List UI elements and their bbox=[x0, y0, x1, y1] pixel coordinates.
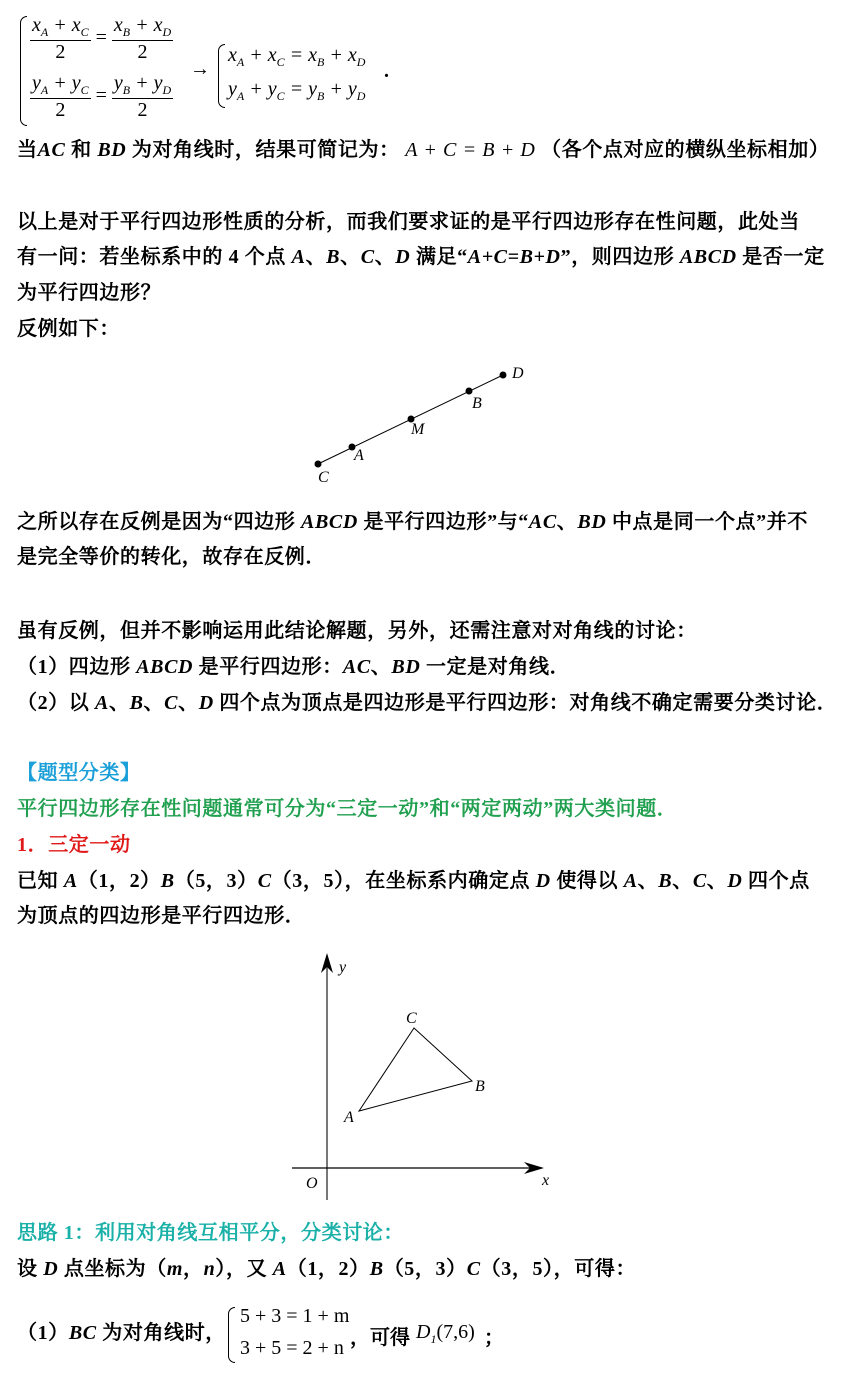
period: . bbox=[384, 60, 389, 82]
text-line bbox=[17, 904, 305, 928]
arrow: → bbox=[190, 58, 210, 80]
text-line bbox=[17, 1221, 404, 1245]
text-segment: （5，3） bbox=[383, 1258, 467, 1280]
math-symbol: BD bbox=[97, 139, 127, 161]
label-d: D bbox=[512, 365, 524, 382]
text-segment: 点坐标为（ bbox=[58, 1258, 167, 1280]
text-segment: （3，5），可得： bbox=[480, 1258, 637, 1280]
text-segment: 是完全等价的转化，故存在反例． bbox=[17, 546, 326, 568]
text-segment: 一定是对角线． bbox=[420, 656, 571, 678]
point-c bbox=[315, 461, 322, 468]
text-line bbox=[17, 210, 800, 234]
text-segment: （各个点对应的横纵坐标相加） bbox=[541, 139, 830, 161]
text-line bbox=[17, 281, 161, 305]
text-segment: 有一问：若坐标系中的 4 个点 bbox=[17, 246, 292, 268]
math-symbol: ABCD bbox=[679, 246, 737, 268]
text-line bbox=[17, 833, 131, 857]
text-line bbox=[17, 655, 570, 679]
math-symbol: C bbox=[692, 870, 707, 892]
text-segment: 是否一定 bbox=[736, 246, 825, 268]
text-segment: 是平行四边形”与“ bbox=[357, 511, 529, 533]
text-segment: 以上是对于平行四边形性质的分析，而我们要求证的是平行四边形存在性问题，此处当 bbox=[17, 211, 800, 233]
text-segment: 、 bbox=[143, 692, 165, 714]
frac-num: $y_A + y_C$ bbox=[32, 72, 89, 97]
math-symbol: ABCD bbox=[301, 511, 358, 533]
text-line bbox=[17, 245, 825, 269]
text-segment: 使得以 bbox=[550, 870, 624, 892]
math-symbol: m bbox=[166, 1258, 184, 1280]
text-line bbox=[17, 545, 326, 569]
text-segment: 为顶点的四边形是平行四边形． bbox=[17, 905, 306, 927]
text-segment: 平行四边形存在性问题通常可分为“三定一动”和“两定两动”两大类问题． bbox=[17, 798, 678, 820]
math-symbol: D bbox=[535, 870, 551, 892]
text-segment: 、 bbox=[108, 692, 130, 714]
text-segment: 为对角线时，结果可简记为： bbox=[126, 139, 400, 161]
math-symbol: B bbox=[326, 246, 341, 268]
math-symbol: C bbox=[257, 870, 272, 892]
case1-system bbox=[228, 1303, 528, 1363]
point-d bbox=[500, 372, 507, 379]
frac-num: $x_B + x_D$ bbox=[113, 14, 172, 39]
math-symbol: BC bbox=[68, 1322, 97, 1344]
label-a: A bbox=[354, 447, 364, 464]
right-brace bbox=[218, 44, 225, 108]
text-line bbox=[17, 510, 808, 534]
result-x: $x_A + x_C = x_B + x_D$ bbox=[228, 44, 366, 69]
label-m: M bbox=[411, 421, 425, 438]
midpoint-formula: $\frac{x_A + x_C}{2}$ = $\frac{x_B + x_D}{2}$ $\frac{y_A + y_C}{2}$ = $\frac{y_B + y_D}{2}$ → $x_A + x_C = x_B + x_D$ $y_A + y_C = y_B + y_D$ . bbox=[18, 14, 418, 129]
result-y: $y_A + y_C = y_B + y_D$ bbox=[228, 78, 366, 103]
text-segment: （1） bbox=[17, 1322, 69, 1344]
left-brace bbox=[20, 16, 27, 126]
text-segment: ， bbox=[183, 1258, 204, 1280]
math-symbol: A bbox=[95, 692, 109, 714]
text-segment: ”，则四边形 bbox=[560, 246, 680, 268]
text-segment: 和 bbox=[65, 139, 98, 161]
text-segment: 、 bbox=[706, 870, 728, 892]
text-segment: 是平行四边形： bbox=[193, 656, 343, 678]
frac-den: 2 bbox=[55, 41, 66, 63]
math-symbol: A + C = B + D bbox=[399, 139, 542, 161]
text-segment: （5，3） bbox=[174, 870, 258, 892]
math-symbol: C bbox=[360, 246, 375, 268]
text-segment: 已知 bbox=[17, 870, 64, 892]
counterexample-line-diagram bbox=[290, 355, 540, 490]
text-segment: 、 bbox=[637, 870, 659, 892]
math-symbol: B bbox=[129, 692, 144, 714]
frac-num: $y_B + y_D$ bbox=[113, 72, 172, 97]
math-symbol: D bbox=[727, 870, 743, 892]
math-symbol: ABCD bbox=[136, 656, 194, 678]
eq1: 5 + 3 = 1 + m bbox=[240, 1305, 350, 1327]
text-line bbox=[17, 869, 810, 893]
frac-den: 2 bbox=[55, 99, 66, 121]
text-segment: 满足“ bbox=[410, 246, 468, 268]
text-segment: 为平行四边形？ bbox=[17, 282, 162, 304]
text-segment: 反例如下： bbox=[17, 318, 120, 340]
math-symbol: C bbox=[164, 692, 179, 714]
text-segment: （3，5），在坐标系内确定点 bbox=[271, 870, 536, 892]
text-segment: 四个点 bbox=[742, 870, 810, 892]
text-segment: 设 bbox=[17, 1258, 44, 1280]
text-segment: 、 bbox=[370, 656, 392, 678]
text-segment: 、 bbox=[340, 246, 361, 268]
text-segment: 、 bbox=[374, 246, 396, 268]
math-symbol: A+C=B+D bbox=[467, 246, 561, 268]
brace bbox=[228, 1307, 235, 1363]
text-segment: 1．三定一动 bbox=[17, 834, 131, 856]
label-a: A bbox=[344, 1109, 354, 1126]
label-o: O bbox=[306, 1175, 318, 1192]
label-c: C bbox=[318, 469, 329, 486]
text-segment: 、 bbox=[305, 246, 327, 268]
text-segment: ），又 bbox=[215, 1258, 273, 1280]
text-segment: 四个点为顶点是四边形是平行四边形：对角线不确定需要分类讨论． bbox=[213, 692, 838, 714]
text-segment: （1，2） bbox=[286, 1258, 370, 1280]
text-segment: （1）四边形 bbox=[17, 656, 137, 678]
math-symbol: A bbox=[63, 870, 78, 892]
math-symbol: A bbox=[272, 1258, 287, 1280]
triangle-abc bbox=[359, 1028, 472, 1111]
math-symbol: AC bbox=[37, 139, 66, 161]
text-line bbox=[17, 317, 120, 341]
eq2: 3 + 5 = 2 + n bbox=[240, 1337, 344, 1359]
tail-text: ，可得 bbox=[350, 1327, 410, 1349]
coordinate-diagram bbox=[280, 945, 560, 1205]
frac-den: 2 bbox=[137, 99, 148, 121]
label-c: C bbox=[406, 1010, 417, 1027]
point-b bbox=[466, 388, 473, 395]
text-line bbox=[17, 797, 677, 821]
text-line bbox=[17, 619, 697, 643]
math-symbol: AC bbox=[528, 511, 557, 533]
text-segment: 之所以存在反例是因为“四边形 bbox=[17, 511, 301, 533]
text-line bbox=[17, 1257, 636, 1281]
math-symbol: BD bbox=[391, 656, 421, 678]
text-segment: 为对角线时， bbox=[96, 1322, 226, 1344]
math-symbol: AC bbox=[342, 656, 371, 678]
math-symbol: B bbox=[160, 870, 175, 892]
frac-num: $x_A + x_C$ bbox=[32, 14, 89, 39]
text-segment: 、 bbox=[556, 511, 578, 533]
text-segment: 当 bbox=[17, 139, 38, 161]
text-line bbox=[17, 691, 837, 715]
math-symbol: D bbox=[395, 246, 411, 268]
text-segment: 思路 1：利用对角线互相平分，分类讨论： bbox=[17, 1222, 404, 1244]
text-segment: 、 bbox=[672, 870, 693, 892]
math-symbol: D bbox=[43, 1258, 59, 1280]
math-symbol: A bbox=[623, 870, 638, 892]
label-y: y bbox=[339, 959, 347, 976]
text-line bbox=[17, 1321, 226, 1345]
text-segment: 、 bbox=[178, 692, 199, 714]
text-segment: （1，2） bbox=[77, 870, 161, 892]
text-segment: 虽有反例，但并不影响运用此结论解题，另外，还需注意对对角线的讨论： bbox=[17, 620, 697, 642]
math-symbol: B bbox=[369, 1258, 384, 1280]
text-line bbox=[17, 761, 141, 785]
label-b: B bbox=[475, 1078, 485, 1095]
math-symbol: BD bbox=[577, 511, 607, 533]
result-point: $D_1(7,6)$ bbox=[416, 1321, 475, 1346]
math-symbol: D bbox=[198, 692, 214, 714]
text-segment: 【题型分类】 bbox=[17, 762, 141, 784]
semicolon: ； bbox=[484, 1327, 504, 1349]
math-symbol: n bbox=[203, 1258, 216, 1280]
label-x: x bbox=[542, 1172, 550, 1189]
math-symbol: C bbox=[466, 1258, 481, 1280]
label-b: B bbox=[472, 395, 482, 412]
text-line bbox=[17, 138, 829, 162]
text-segment: （2）以 bbox=[17, 692, 95, 714]
frac-den: 2 bbox=[137, 41, 148, 63]
text-segment: 中点是同一个点”并不 bbox=[606, 511, 808, 533]
math-symbol: A bbox=[291, 246, 306, 268]
math-symbol: B bbox=[658, 870, 673, 892]
